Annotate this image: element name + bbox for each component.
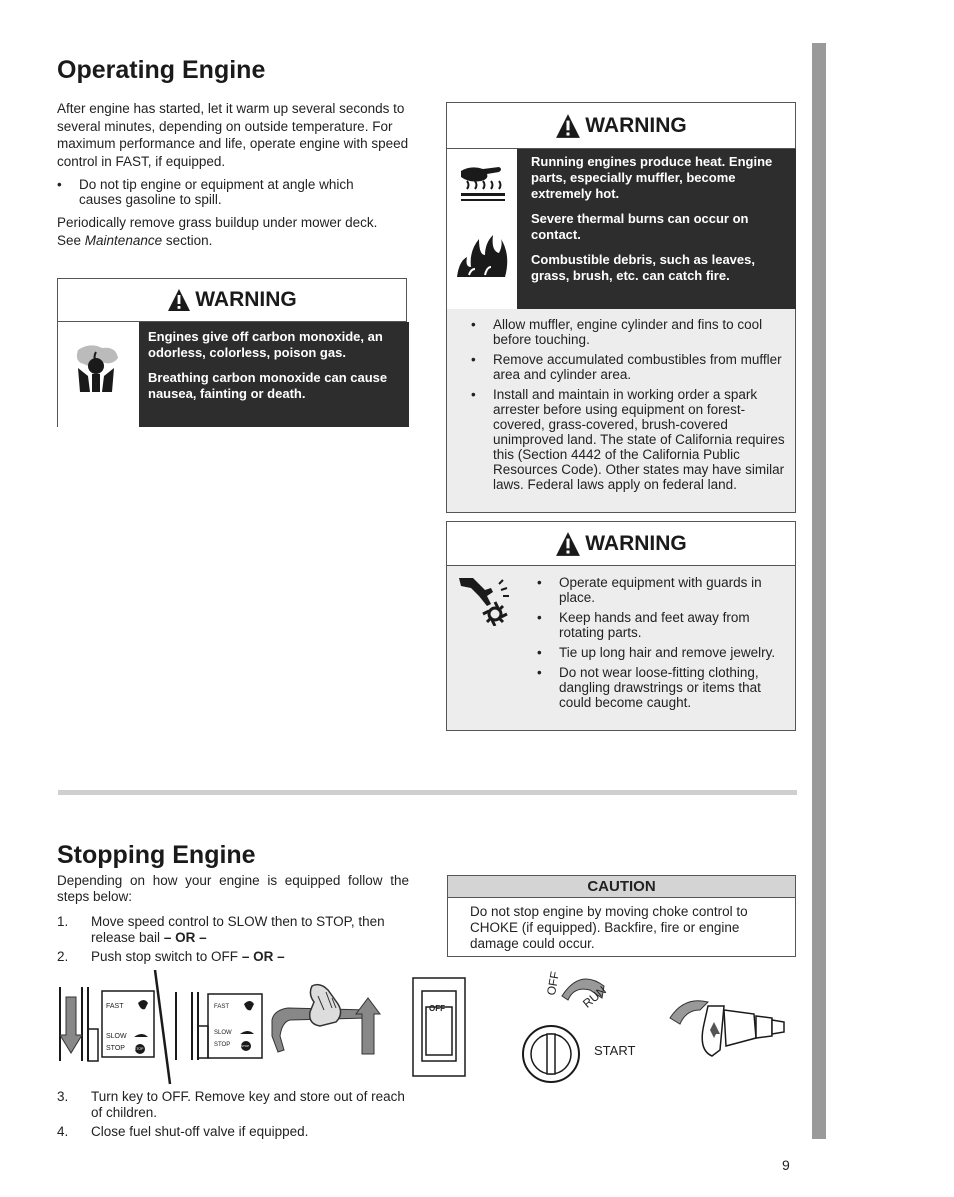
- slow-label: SLOW: [214, 1030, 232, 1036]
- warning-label: WARNING: [585, 113, 687, 137]
- warning-triangle-icon: [555, 113, 581, 139]
- rotating-parts-hand-icon: [457, 576, 511, 631]
- co-icon-cell: [58, 322, 139, 427]
- fast-label: FAST: [106, 1003, 124, 1010]
- stopping-steps-a: [57, 914, 409, 969]
- key-start-label: START: [594, 1043, 636, 1058]
- grass-note-text: Periodically remove grass buildup under mower deck. See: [57, 215, 378, 248]
- warning-label: WARNING: [585, 531, 687, 555]
- step-item: [57, 1124, 409, 1140]
- stopping-steps-b: [57, 1089, 409, 1144]
- warning-label: WARNING: [195, 288, 297, 311]
- step-number: 2.: [57, 949, 69, 964]
- step-item: [57, 914, 409, 945]
- step-text: Push stop switch to OFF: [91, 949, 239, 964]
- list-item: • Operate equipment with guards in place.: [537, 575, 787, 605]
- fast-label: FAST: [214, 1004, 230, 1010]
- heat-warning-line: Running engines produce heat. Engine parts, especially muffler, become extremely hot.: [531, 154, 773, 201]
- warning-header: [447, 103, 795, 149]
- step-or: – OR –: [163, 929, 207, 945]
- list-item: • Allow muffler, engine cylinder and fins to cool before touching.: [471, 317, 787, 347]
- co-warning-line: Breathing carbon monoxide can cause nausea, fainting or death.: [148, 370, 388, 401]
- list-item: • Tie up long hair and remove jewelry.: [537, 645, 787, 660]
- caution-box: [447, 875, 796, 957]
- operating-grass-note: [57, 214, 402, 249]
- heat-icon-cell: [447, 149, 517, 309]
- stopping-intro: Depending on how your engine is equipped follow the steps below:: [57, 873, 409, 904]
- page-number: 9: [782, 1157, 790, 1173]
- slow-label: SLOW: [106, 1033, 127, 1040]
- step-or: – OR –: [241, 949, 285, 964]
- warning-header: [58, 279, 406, 322]
- step-item: [57, 1089, 409, 1120]
- heat-warning-line: Combustible debris, such as leaves, grass, brush, etc. can catch fire.: [531, 252, 755, 283]
- step-number: 4.: [57, 1124, 69, 1139]
- ignition-key-illustration: [518, 968, 648, 1086]
- section-divider: [58, 790, 797, 795]
- list-item: • Install and maintain in working order a spark arrester before using equipment on forest-covered, grass-covered, brush-covered unimproved land. The state of California requires this (Section 4442 of the California Public Resources Code). Other states may have similar laws. Federal laws apply on federal land.: [471, 387, 787, 492]
- warning-header: [447, 522, 795, 566]
- switch-off-label: OFF: [429, 1004, 445, 1013]
- step-text: Move speed control to SLOW then to STOP, then release bail: [91, 914, 385, 945]
- guards-bullets: [537, 575, 787, 715]
- speed-control-stop-illustration: [174, 990, 266, 1062]
- heat-warning-panel: [517, 149, 796, 309]
- list-item: • Remove accumulated combustibles from muffler area and cylinder area.: [471, 352, 787, 382]
- step-text: Close fuel shut-off valve if equipped.: [91, 1124, 309, 1139]
- stop-badge: STOP: [134, 1047, 144, 1051]
- warning-triangle-icon: [167, 288, 191, 312]
- key-run-label: RUN: [580, 983, 609, 1011]
- warning-triangle-icon: [555, 531, 581, 557]
- step-text: Turn key to OFF. Remove key and store out of reach of children.: [91, 1089, 405, 1120]
- co-warning-panel: [139, 322, 409, 427]
- section-title-operating: Operating Engine: [57, 56, 266, 84]
- release-bail-illustration: [268, 980, 384, 1058]
- key-off-label: OFF: [544, 970, 562, 997]
- co-warning-line: Engines give off carbon monoxide, an odorless, colorless, poison gas.: [148, 329, 383, 360]
- operating-intro: After engine has started, let it warm up several seconds to several minutes, depending on outside temperature. For maximum performance and life, operate engine with speed control in FAST, if equipped.: [57, 101, 409, 169]
- warning-box-heat: [446, 102, 796, 513]
- stop-badge: STOP: [241, 1044, 250, 1048]
- speed-control-fast-illustration: [58, 985, 158, 1065]
- fuel-valve-illustration: [664, 994, 788, 1060]
- heat-warning-line: Severe thermal burns can occur on contact.: [531, 211, 749, 242]
- carbon-monoxide-icon: [72, 342, 122, 399]
- heat-bullets: [471, 317, 787, 497]
- page-side-bar: [812, 43, 826, 1139]
- section-title-stopping: Stopping Engine: [57, 841, 256, 869]
- caution-header: CAUTION: [448, 876, 795, 898]
- list-item: • Do not tip engine or equipment at angle which causes gasoline to spill.: [57, 177, 397, 207]
- grass-note-suffix: section.: [165, 232, 213, 248]
- caution-text: Do not stop engine by moving choke control to CHOKE (if equipped). Backfire, fire or engine damage could occur.: [470, 904, 748, 951]
- stop-label: STOP: [106, 1045, 125, 1052]
- list-item: • Do not wear loose-fitting clothing, dangling drawstrings or items that could become caught.: [537, 665, 787, 710]
- step-number: 1.: [57, 914, 69, 929]
- list-item: • Keep hands and feet away from rotating parts.: [537, 610, 787, 640]
- operating-bullets: [57, 177, 397, 212]
- stop-switch-illustration: [412, 977, 466, 1077]
- step-item: [57, 949, 409, 965]
- stop-label: STOP: [214, 1042, 231, 1048]
- step-number: 3.: [57, 1089, 69, 1104]
- warning-box-carbon-monoxide: [57, 278, 407, 427]
- warning-box-guards: [446, 521, 796, 731]
- fire-icon: [455, 231, 509, 284]
- maintenance-reference: Maintenance: [84, 232, 163, 248]
- hot-surface-icon: [459, 159, 507, 210]
